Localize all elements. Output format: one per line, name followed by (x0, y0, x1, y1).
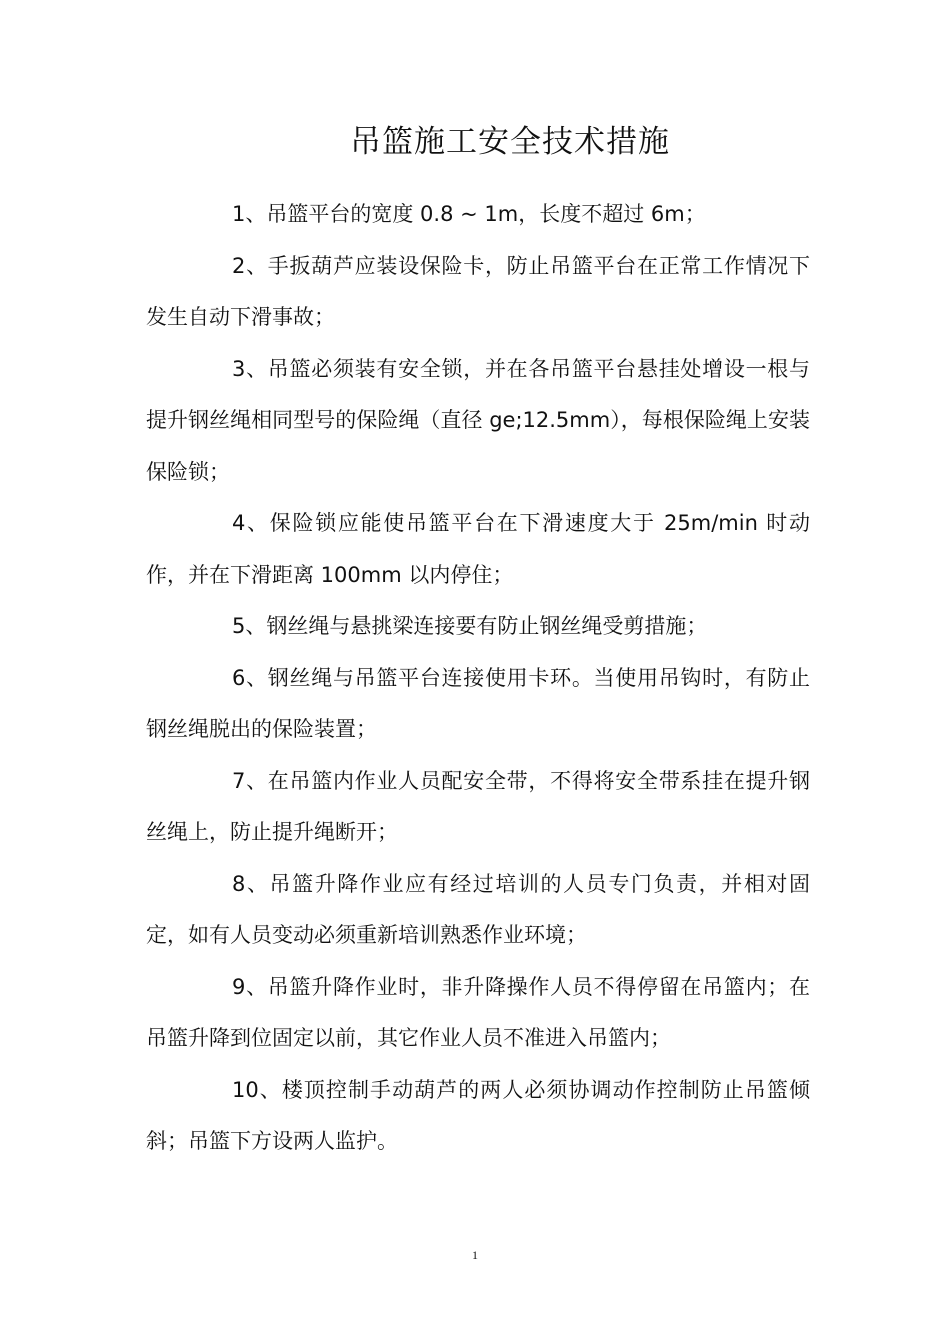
paragraph-8: 8、吊篮升降作业应有经过培训的人员专门负责，并相对固定，如有人员变动必须重新培训熟悉作业环境； (146, 871, 810, 947)
paragraph-7: 7、在吊篮内作业人员配安全带，不得将安全带系挂在提升钢丝绳上，防止提升绳断开； (146, 768, 810, 844)
paragraph-9: 9、吊篮升降作业时，非升降操作人员不得停留在吊篮内；在吊篮升降到位固定以前，其它作业人员不准进入吊篮内； (146, 974, 810, 1050)
paragraph-4: 4、保险锁应能使吊篮平台在下滑速度大于 25m/min 时动作，并在下滑距离 100mm 以内停住； (146, 511, 810, 587)
document-body (146, 189, 810, 1168)
paragraph-10: 10、楼顶控制手动葫芦的两人必须协调动作控制防止吊篮倾斜；吊篮下方设两人监护。 (146, 1077, 810, 1153)
paragraph-2: 2、手扳葫芦应装设保险卡，防止吊篮平台在正常工作情况下发生自动下滑事故； (146, 253, 810, 329)
paragraph-3: 3、吊篮必须装有安全锁，并在各吊篮平台悬挂处增设一根与提升钢丝绳相同型号的保险绳（直径 ge;12.5mm），每根保险绳上安装保险锁； (146, 356, 810, 484)
page-number: 1 (472, 1248, 478, 1262)
paragraph-5: 5、钢丝绳与悬挑梁连接要有防止钢丝绳受剪措施； (232, 614, 708, 638)
paragraph-1: 1、吊篮平台的宽度 0.8 ~ 1m，长度不超过 6m； (232, 202, 706, 226)
document-title: 吊篮施工安全技术措施 (350, 124, 670, 160)
paragraph-6: 6、钢丝绳与吊篮平台连接使用卡环。当使用吊钩时，有防止钢丝绳脱出的保险装置； (146, 665, 810, 741)
